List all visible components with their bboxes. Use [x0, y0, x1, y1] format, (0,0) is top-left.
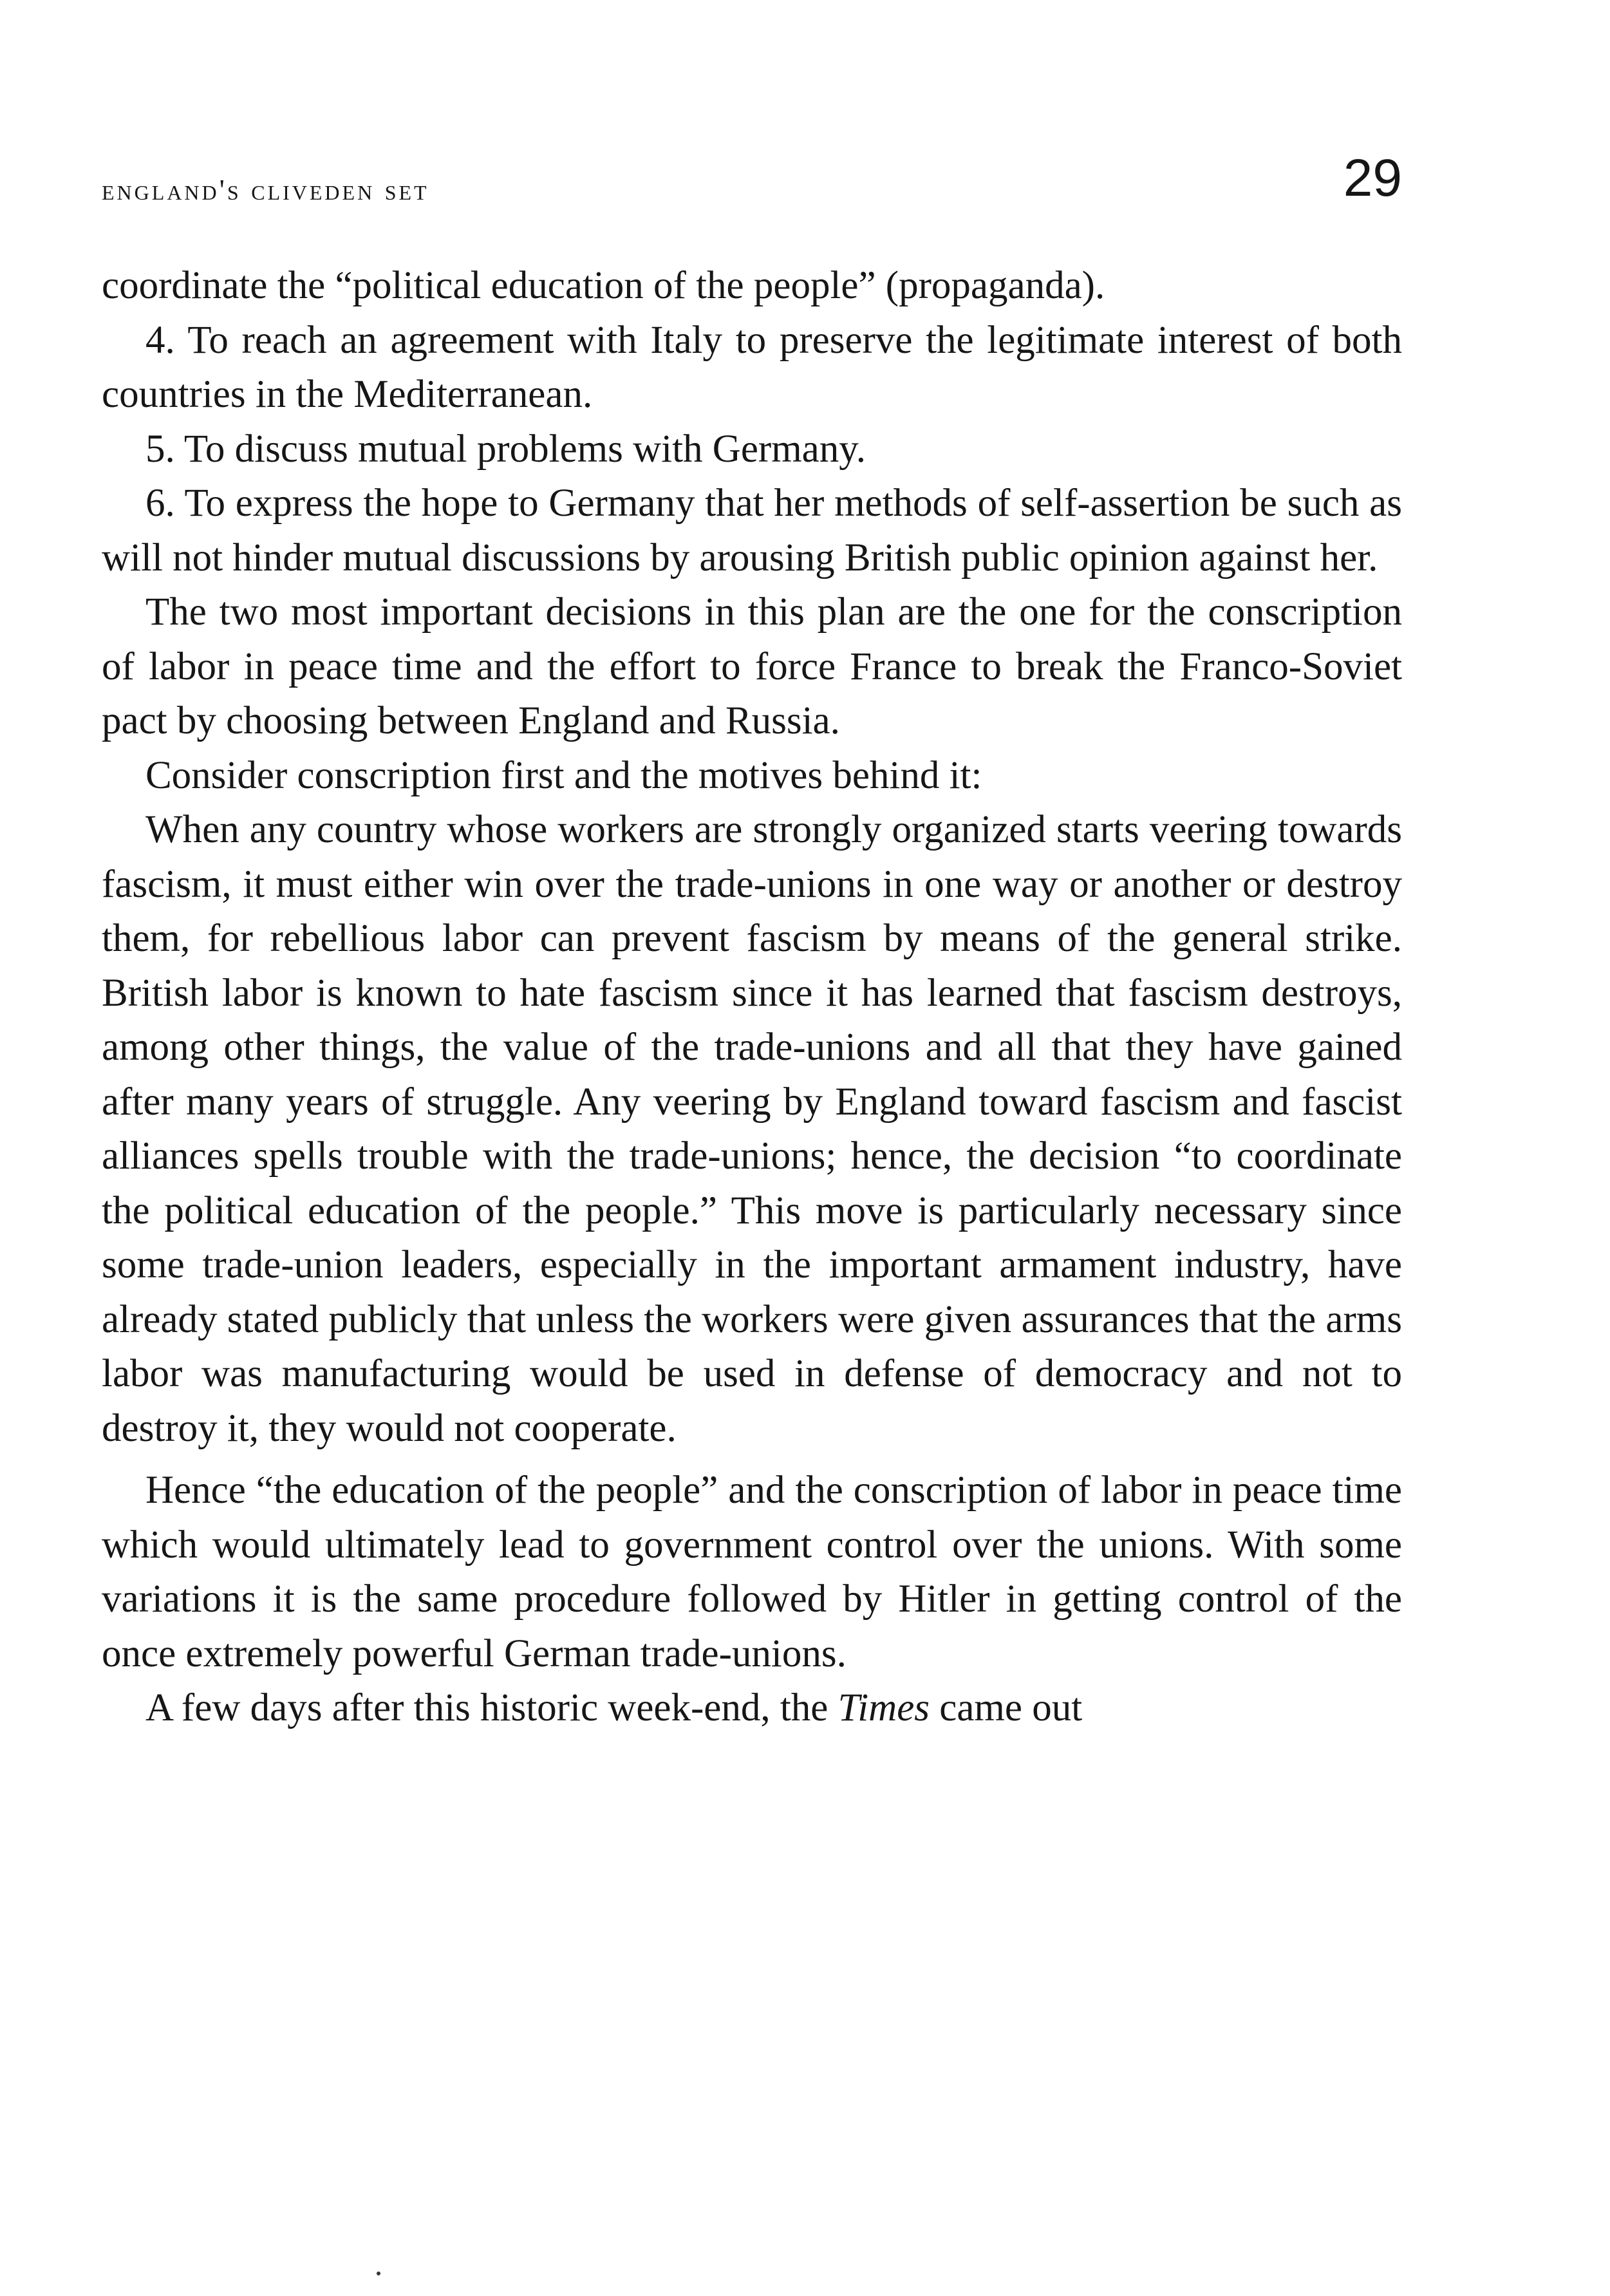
body-text [102, 259, 1402, 1736]
list-item-5: 5. To discuss mutual problems with Germany. [145, 427, 866, 471]
paragraph-continued: coordinate the “political education of the people” (propaganda). [102, 264, 1105, 307]
paragraph: The two most important decisions in this plan are the one for the conscription of labor in peace time and the effort to force France to break the Franco-Soviet pact by choosing between England and Russia. [102, 590, 1402, 742]
paragraph: Hence “the education of the people” and the conscription of labor in peace time which would ultimately lead to government control over the unions. With some variations it is the same procedure followed by Hitler in getting control of the once extremely powerful German trade-unions. [102, 1469, 1402, 1675]
newspaper-title: Times [838, 1686, 930, 1729]
book-page [102, 148, 1402, 1729]
stray-mark [377, 2272, 380, 2275]
running-header [102, 148, 1402, 225]
text-segment: A few days after this historic week-end, the [145, 1686, 838, 1729]
paragraph: When any country whose workers are strongly organized starts veering towards fascism, it must either win over the trade-unions in one way or another or destroy them, for rebellious labor can prevent fascism by means of the general strike. British labor is known to hate fascism since it has learned that fascism destroys, among other things, the value of the trade-unions and all that they have gained after many years of struggle. Any veering by England toward fascism and fascist alliances spells trouble with the trade-unions; hence, the decision “to coordinate the political education of the people.” This move is particularly necessary since some trade-union leaders, especially in the important armament industry, have already stated publicly that unless the workers were given assurances that the arms labor was manufacturing would be used in defense of democracy and not to destroy it, they would not cooperate. [102, 808, 1402, 1450]
list-item-6: 6. To express the hope to Germany that her methods of self-assertion be such as will not hinder mutual discussions by arousing British public opinion against her. [102, 482, 1402, 579]
page-number: 29 [1343, 149, 1402, 207]
paragraph-last-line [102, 1681, 1402, 1736]
running-title: england's cliveden set [102, 173, 429, 206]
text-segment: came out [930, 1686, 1083, 1729]
paragraph: Consider conscription first and the motives behind it: [145, 753, 982, 797]
list-item-4: 4. To reach an agreement with Italy to preserve the legitimate interest of both countries in the Mediterranean. [102, 318, 1402, 416]
